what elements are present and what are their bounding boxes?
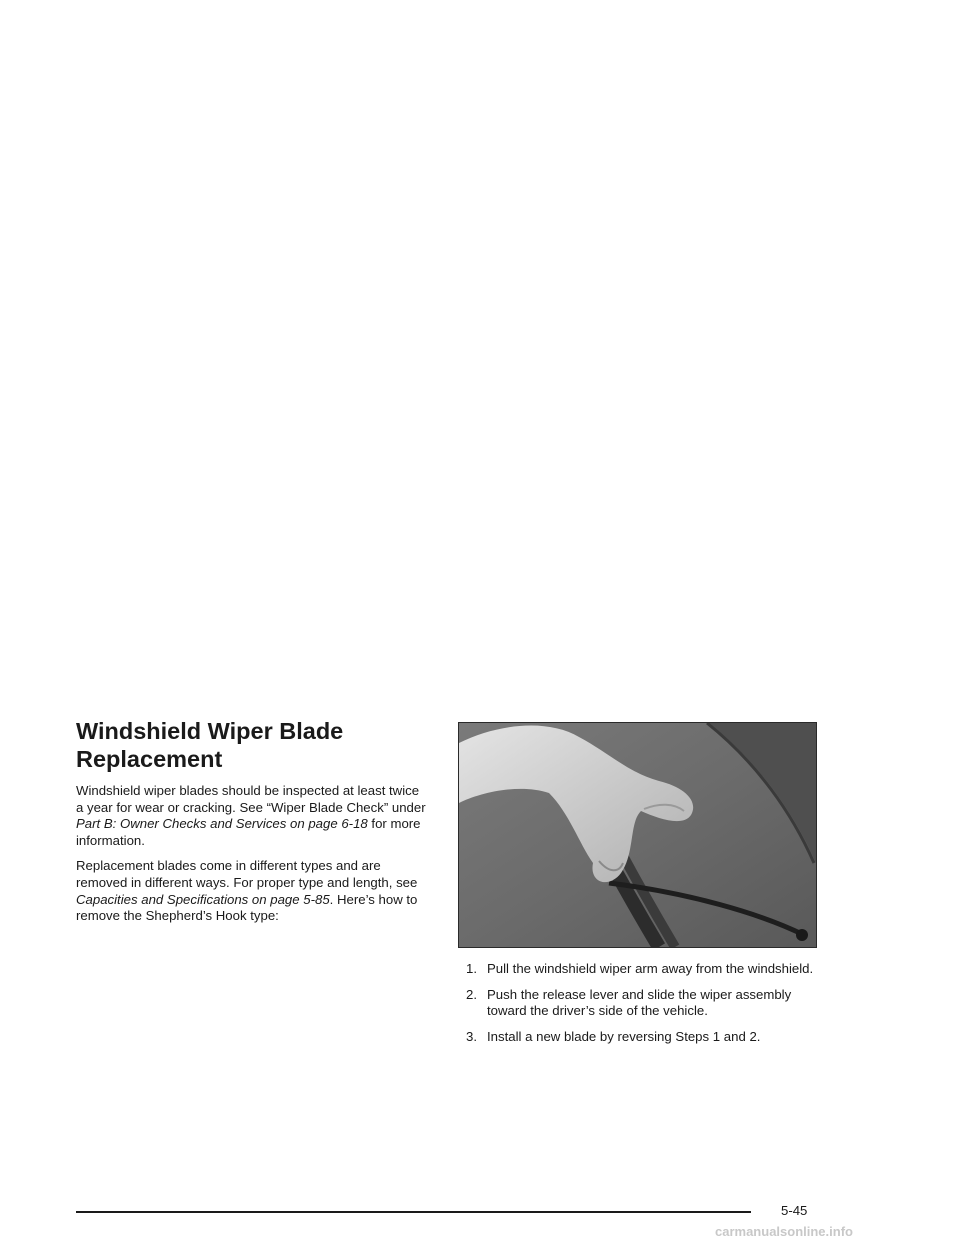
owner-checks-reference[interactable]: Part B: Owner Checks and Services on page 6-18 [76, 816, 368, 832]
intro-paragraph [76, 783, 428, 849]
step-number: 2. [466, 986, 477, 1002]
blade-types-text-end: . Here’s how to remove the Shepherd’s Hook type: [76, 891, 418, 924]
footer-rule [76, 1211, 751, 1213]
blade-types-text: Replacement blades come in different types and are removed in different ways. For proper type and length, see [76, 858, 418, 890]
step-number: 3. [466, 1028, 477, 1044]
removal-steps [466, 961, 826, 1054]
wiper-blade-photo [459, 723, 816, 947]
step-1 [466, 961, 826, 978]
blade-types-paragraph [76, 858, 428, 924]
section-title-line1: Windshield Wiper Blade [76, 718, 344, 744]
step-3 [466, 1029, 826, 1046]
left-column [76, 717, 428, 925]
step-text: Install a new blade by reversing Steps 1 and 2. [487, 1028, 761, 1044]
step-text: Push the release lever and slide the wiper assembly toward the driver’s side of the vehicle. [487, 986, 792, 1019]
intro-text: Windshield wiper blades should be inspected at least twice a year for wear or cracking. See “Wiper Blade Check” under [76, 783, 426, 815]
step-text: Pull the windshield wiper arm away from the windshield. [487, 961, 814, 976]
section-title-line2: Replacement [76, 746, 223, 772]
section-title [76, 717, 428, 773]
page-number: 5-45 [781, 1203, 808, 1218]
step-number: 1. [466, 961, 477, 976]
wiper-blade-illustration [458, 722, 817, 948]
intro-text-end: for more information. [76, 816, 421, 848]
capacities-reference[interactable]: Capacities and Specifications on page 5-85 [76, 891, 330, 907]
step-2 [466, 987, 826, 1020]
watermark: carmanualsonline.info [715, 1224, 853, 1239]
